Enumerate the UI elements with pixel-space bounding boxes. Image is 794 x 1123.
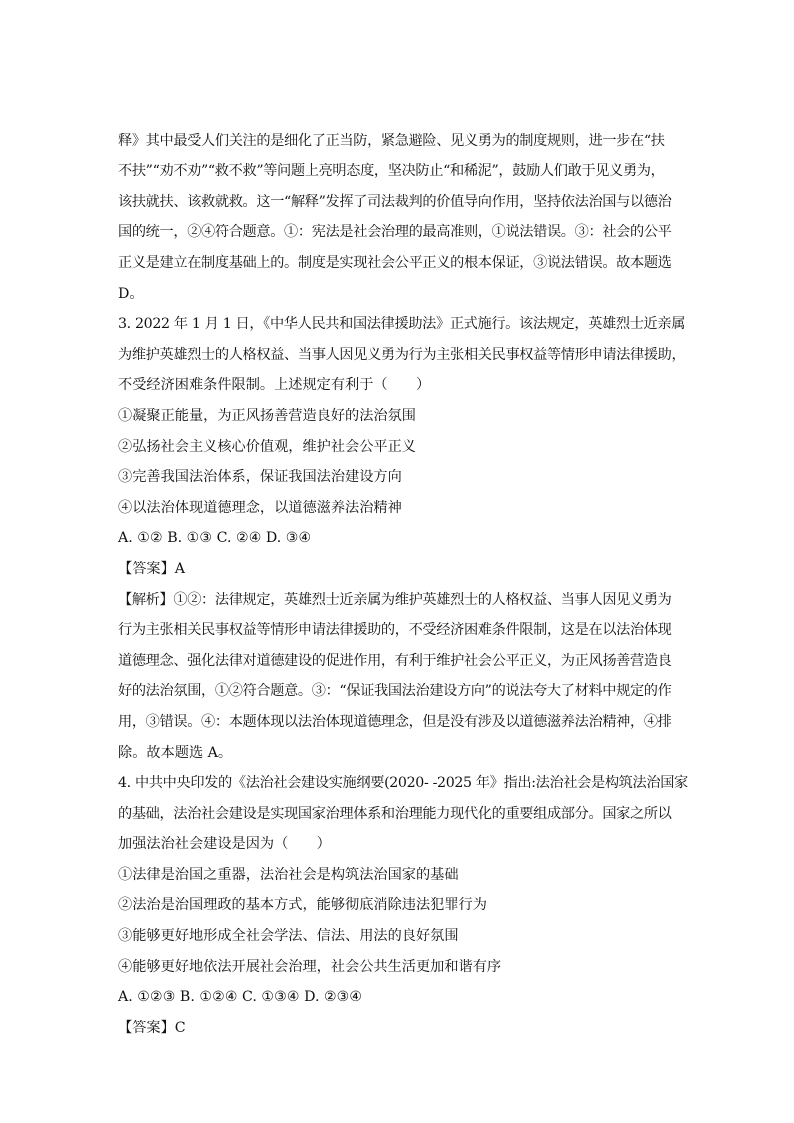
question-3-option-3: ③完善我国法治体系，保证我国法治建设方向	[118, 469, 402, 485]
question-3-analysis-line-6: 除。故本题选 A。	[118, 745, 233, 761]
question-4-stem-line-1: 4. 中共中央印发的《法治社会建设实施纲要(2020- -2025 年》指出:法治社会是构筑法治国家	[118, 775, 688, 791]
question-3-answer: 【答案】A	[118, 561, 185, 577]
question-3-stem-line-3: 不受经济困难条件限制。上述规定有利于（ ）	[118, 377, 431, 393]
question-3-analysis-line-5: 用，③错误。④：本题体现以法治体现道德理念，但是没有涉及以道德滋养法治精神，④排	[118, 714, 672, 730]
question-4-option-3: ③能够更好地形成全社会学法、信法、用法的良好氛围	[118, 928, 459, 944]
question-3-stem-line-2: 为维护英雄烈士的人格权益、当事人因见义勇为行为主张相关民事权益等情形申请法律援助，	[118, 347, 686, 363]
question-4-option-1: ①法律是治国之重器，法治社会是构筑法治国家的基础	[118, 867, 459, 883]
explanation-line-2: 不扶”“劝不劝”“救不救”等问题上亮明态度，坚决防止“和稀泥”，鼓励人们敢于见义勇为，	[118, 163, 665, 179]
question-4-stem-line-2: 的基础，法治社会建设是实现国家治理体系和治理能力现代化的重要组成部分。国家之所以	[118, 806, 672, 822]
question-3-stem-line-1: 3. 2022 年 1 月 1 日，《中华人民共和国法律援助法》正式施行。该法规定，英雄烈士近亲属	[118, 316, 686, 332]
question-4-choices: A. ①②③ B. ①②④ C. ①③④ D. ②③④	[118, 989, 363, 1005]
question-4-option-4: ④能够更好地依法开展社会治理，社会公共生活更加和谐有序	[118, 959, 502, 975]
question-3-analysis-line-1: 【解析】①②：法律规定，英雄烈士近亲属为维护英雄烈士的人格权益、当事人因见义勇为	[118, 592, 672, 608]
question-3-option-1: ①凝聚正能量，为正风扬善营造良好的法治氛围	[118, 408, 416, 424]
explanation-line-6: D。	[118, 286, 144, 302]
question-3-analysis-line-2: 行为主张相关民事权益等情形申请法律援助的，不受经济困难条件限制，这是在以法治体现	[118, 622, 672, 638]
explanation-line-5: 正义是建立在制度基础上的。制度是实现社会公平正义的根本保证，③说法错误。故本题选	[118, 255, 672, 271]
question-3-choices: A. ①② B. ①③ C. ②④ D. ③④	[118, 530, 312, 546]
question-4-option-2: ②法治是治国理政的基本方式，能够彻底消除违法犯罪行为	[118, 897, 487, 913]
explanation-line-1: 释》其中最受人们关注的是细化了正当防，紧急避险、见义勇为的制度规则，进一步在“扶	[118, 133, 665, 149]
question-3-analysis-line-3: 道德理念、强化法律对道德建设的促进作用，有利于维护社会公平正义，为正风扬善营造良	[118, 653, 672, 669]
question-4-answer: 【答案】C	[118, 1020, 186, 1036]
explanation-line-4: 国的统一，②④符合题意。①：宪法是社会治理的最高准则，①说法错误。③：社会的公平	[118, 224, 672, 240]
question-3-option-4: ④以法治体现道德理念，以道德滋养法治精神	[118, 500, 402, 516]
question-3-option-2: ②弘扬社会主义核心价值观，维护社会公平正义	[118, 439, 416, 455]
question-3-analysis-line-4: 好的法治氛围，①②符合题意。③：“保证我国法治建设方向”的说法夸大了材料中规定的作	[118, 683, 672, 699]
question-4-stem-line-3: 加强法治社会建设是因为（ ）	[118, 836, 331, 852]
explanation-line-3: 该扶就扶、该救就救。这一“解释”发挥了司法裁判的价值导向作用，坚持依法治国与以德治	[118, 194, 672, 210]
